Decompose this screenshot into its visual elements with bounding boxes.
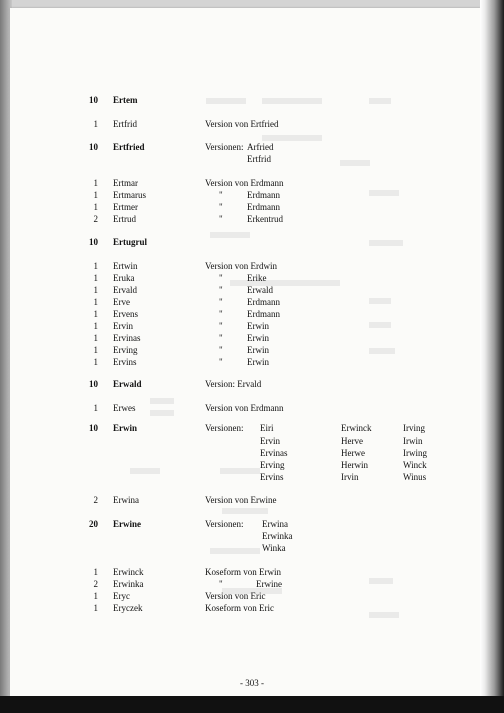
entry-value: Erdmann (247, 297, 280, 307)
entry-name: Erwine (113, 519, 141, 529)
entry-description: Version: Ervald (205, 379, 262, 389)
entry-value: Ervin (260, 436, 280, 446)
entry-name: Ertem (113, 95, 138, 105)
entry-value: Erwina (262, 519, 288, 529)
entry-description: " (219, 273, 223, 283)
entry-count: 1 (93, 321, 98, 331)
entry-count: 1 (93, 357, 98, 367)
page-edge-shadow (480, 0, 504, 713)
page-number: - 303 - (240, 678, 264, 688)
entry-name: Ertwin (113, 261, 138, 271)
entry-value: Erwin (247, 357, 269, 367)
erwin-version: Herve (341, 436, 363, 446)
erwin-version: Winck (403, 460, 427, 470)
entry-value: Erwin (247, 321, 269, 331)
entry-value: Erdmann (247, 309, 280, 319)
entry-name: Ervin (113, 321, 133, 331)
entry-description: Version von Erdmann (205, 178, 284, 188)
entry-name: Erwes (113, 403, 136, 413)
entry-value: Arfried (247, 142, 274, 152)
entry-count: 1 (93, 403, 98, 413)
entry-count: 1 (93, 309, 98, 319)
entry-name: Ertugrul (113, 237, 148, 247)
entry-count: 2 (93, 579, 98, 589)
entry-count: 10 (89, 423, 98, 433)
erwin-version: Winus (403, 472, 427, 482)
entry-name: Ertrud (113, 214, 136, 224)
entry-description: " (219, 202, 223, 212)
entry-value: Erdmann (247, 202, 280, 212)
erwin-version: Irwing (403, 448, 427, 458)
entry-value: Erwine (256, 579, 282, 589)
entry-description: " (219, 357, 223, 367)
entry-name: Ertmarus (113, 190, 146, 200)
entry-description: Version von Ertfried (205, 119, 279, 129)
entry-name: Ervinas (113, 333, 141, 343)
entry-value: Erwin (247, 333, 269, 343)
entry-count: 2 (93, 495, 98, 505)
entry-count: 1 (93, 591, 98, 601)
entry-value: Erving (260, 460, 285, 470)
entry-count: 10 (89, 237, 98, 247)
entry-description: " (219, 345, 223, 355)
entry-description: Koseform von Eric (205, 603, 274, 613)
entry-description: Versionen: (205, 519, 244, 529)
entry-count: 1 (93, 333, 98, 343)
entry-name: Ervens (113, 309, 138, 319)
entry-name: Ertfrid (113, 119, 137, 129)
entry-count: 1 (93, 119, 98, 129)
entry-value: Ervinas (260, 448, 288, 458)
scan-bottom-border (0, 696, 504, 713)
entry-name: Erving (113, 345, 138, 355)
entry-name: Erwina (113, 495, 139, 505)
entry-name: Ervins (113, 357, 137, 367)
entry-description: " (219, 214, 223, 224)
entry-name: Erwinck (113, 567, 144, 577)
entry-name: Ertmer (113, 202, 138, 212)
entry-count: 1 (93, 297, 98, 307)
entry-name: Eryc (113, 591, 130, 601)
entry-name: Erwinka (113, 579, 144, 589)
entry-value: Erwin (247, 345, 269, 355)
entry-count: 1 (93, 345, 98, 355)
entry-value: Erkentrud (247, 214, 283, 224)
entry-count: 10 (89, 95, 98, 105)
entry-value: Erdmann (247, 190, 280, 200)
erwin-version: Irwin (403, 436, 423, 446)
entry-count: 1 (93, 178, 98, 188)
entry-count: 2 (93, 214, 98, 224)
entry-name: Ertfried (113, 142, 145, 152)
entry-count: 1 (93, 190, 98, 200)
entry-description: " (219, 190, 223, 200)
entry-value: Erwald (247, 285, 273, 295)
erwin-version: Irvin (341, 472, 359, 482)
entry-description: Version von Eric (205, 591, 266, 601)
entry-value: Erike (247, 273, 267, 283)
entry-name: Eruka (113, 273, 135, 283)
entry-count: 10 (89, 379, 98, 389)
entry-name: Erwin (113, 423, 138, 433)
entry-description: " (219, 579, 223, 589)
erwin-version: Irving (403, 423, 425, 433)
entry-description: " (219, 309, 223, 319)
entry-value: Winka (262, 543, 286, 553)
entry-count: 20 (89, 519, 98, 529)
entry-value: Eiri (260, 423, 274, 433)
entry-name: Ervald (113, 285, 137, 295)
erwin-version: Herwin (341, 460, 368, 470)
entry-description: Version von Erdmann (205, 403, 284, 413)
entry-count: 1 (93, 285, 98, 295)
erwin-version: Herwe (341, 448, 365, 458)
entry-value: Ertfrid (247, 154, 271, 164)
entry-value: Erwinka (262, 531, 293, 541)
entry-value: Ervins (260, 472, 284, 482)
entry-description: Versionen: (205, 142, 244, 152)
entry-name: Ertmar (113, 178, 138, 188)
entry-description: Version von Erwine (205, 495, 277, 505)
entry-description: Koseform von Erwin (205, 567, 281, 577)
erwin-version: Erwinck (341, 423, 372, 433)
entry-description: " (219, 333, 223, 343)
entry-name: Erve (113, 297, 130, 307)
entry-description: Versionen: (205, 423, 244, 433)
entry-name: Erwald (113, 379, 142, 389)
entry-count: 10 (89, 142, 98, 152)
entry-count: 1 (93, 603, 98, 613)
entry-count: 1 (93, 202, 98, 212)
entry-count: 1 (93, 261, 98, 271)
entry-name: Eryczek (113, 603, 143, 613)
entry-description: " (219, 321, 223, 331)
entry-description: " (219, 297, 223, 307)
entry-description: Version von Erdwin (205, 261, 277, 271)
entry-count: 1 (93, 273, 98, 283)
entry-description: " (219, 285, 223, 295)
entry-count: 1 (93, 567, 98, 577)
